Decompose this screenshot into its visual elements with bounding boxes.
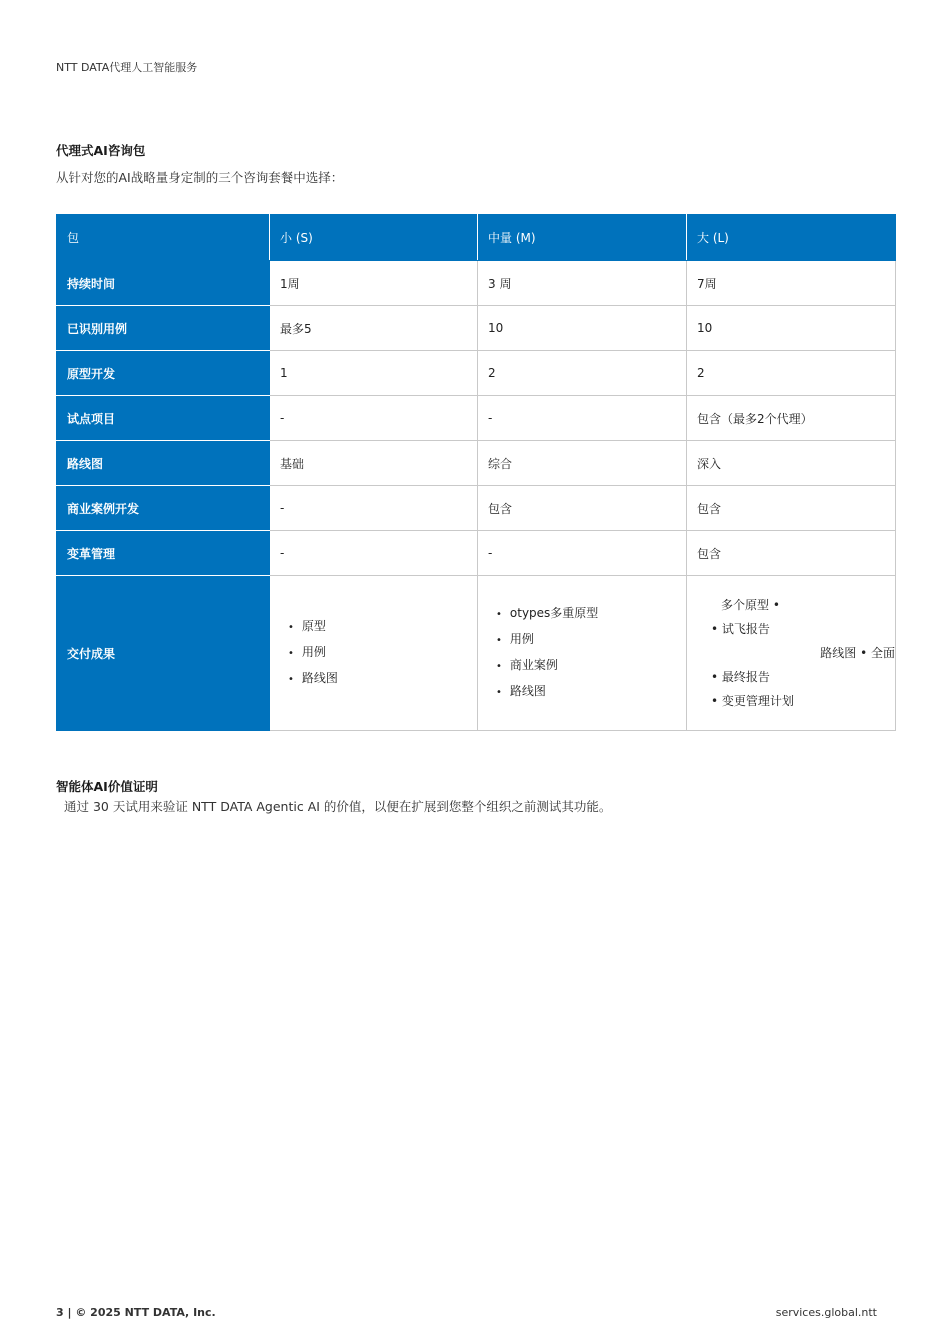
table-row (57, 486, 896, 531)
value-proof-heading: 智能体AI价值证明 (56, 779, 158, 794)
table-cell: 综合 (478, 441, 687, 486)
list-item: • 商业案例 (496, 653, 676, 679)
list-item: • 用例 (496, 627, 676, 653)
table-row-deliverables (57, 576, 896, 731)
consulting-packages-intro: 从针对您的AI战略量身定制的三个咨询套餐中选择： (56, 170, 344, 185)
table-row (57, 531, 896, 576)
table-cell: 3 周 (478, 261, 687, 306)
table-row (57, 396, 896, 441)
row-label-pilot: 试点项目 (57, 396, 270, 441)
row-label-duration: 持续时间 (57, 261, 270, 306)
footer-copyright: 3 | © 2025 NTT DATA, Inc. (56, 1306, 216, 1319)
list-item: • 路线图 (288, 666, 467, 692)
table-cell: 包含 (687, 486, 896, 531)
row-label-prototypes: 原型开发 (57, 351, 270, 396)
table-row (57, 441, 896, 486)
table-cell: 包含 (687, 531, 896, 576)
consulting-packages-heading: 代理式AI咨询包 (56, 143, 146, 158)
header-small: 小 (S) (270, 215, 478, 261)
package-comparison-table (56, 214, 896, 731)
list-item: 路线图 • 全面 (820, 646, 895, 660)
table-cell: 2 (478, 351, 687, 396)
deliverables-medium-list (488, 601, 676, 705)
row-label-use-cases: 已识别用例 (57, 306, 270, 351)
list-item: • 试飞报告 (711, 622, 770, 636)
header-medium: 中量 (M) (478, 215, 687, 261)
table-row (57, 261, 896, 306)
table-cell: 10 (687, 306, 896, 351)
deliverables-small-cell (270, 576, 478, 731)
table-cell: - (478, 396, 687, 441)
table-cell: 1 (270, 351, 478, 396)
table-cell: - (270, 396, 478, 441)
list-item: • 原型 (288, 614, 467, 640)
row-label-roadmap: 路线图 (57, 441, 270, 486)
table-cell: 7周 (687, 261, 896, 306)
table-cell: 最多5 (270, 306, 478, 351)
row-label-business-case: 商业案例开发 (57, 486, 270, 531)
table-row (57, 306, 896, 351)
document-header-title: NTT DATA代理人工智能服务 (56, 61, 198, 74)
list-item: • 最终报告 (711, 670, 770, 684)
list-item: 多个原型 • (721, 598, 780, 612)
table-cell: 包含 (478, 486, 687, 531)
list-item: • 变更管理计划 (711, 694, 794, 708)
deliverables-small-list (280, 614, 467, 692)
list-item: • 用例 (288, 640, 467, 666)
table-cell: 包含（最多2个代理） (687, 396, 896, 441)
row-label-change-management: 变革管理 (57, 531, 270, 576)
list-item: • 路线图 (496, 679, 676, 705)
table-cell: - (478, 531, 687, 576)
table-cell: - (270, 531, 478, 576)
table-cell: 2 (687, 351, 896, 396)
table-cell: - (270, 486, 478, 531)
deliverables-large-cell (687, 576, 896, 731)
list-item: • otypes多重原型 (496, 601, 676, 627)
table-cell: 深入 (687, 441, 896, 486)
table-cell: 10 (478, 306, 687, 351)
deliverables-medium-cell (478, 576, 687, 731)
value-proof-text: 通过 30 天试用来验证 NTT DATA Agentic AI 的价值，以便在扩展到您整个组织之前测试其功能。 (64, 799, 612, 814)
header-package: 包 (57, 215, 270, 261)
table-cell: 基础 (270, 441, 478, 486)
row-label-deliverables: 交付成果 (57, 576, 270, 731)
deliverables-large-list (697, 593, 895, 713)
footer-website-link[interactable]: services.global.ntt (775, 1306, 877, 1319)
table-header-row (57, 215, 896, 261)
table-cell: 1周 (270, 261, 478, 306)
table-row (57, 351, 896, 396)
header-large: 大 (L) (687, 215, 896, 261)
